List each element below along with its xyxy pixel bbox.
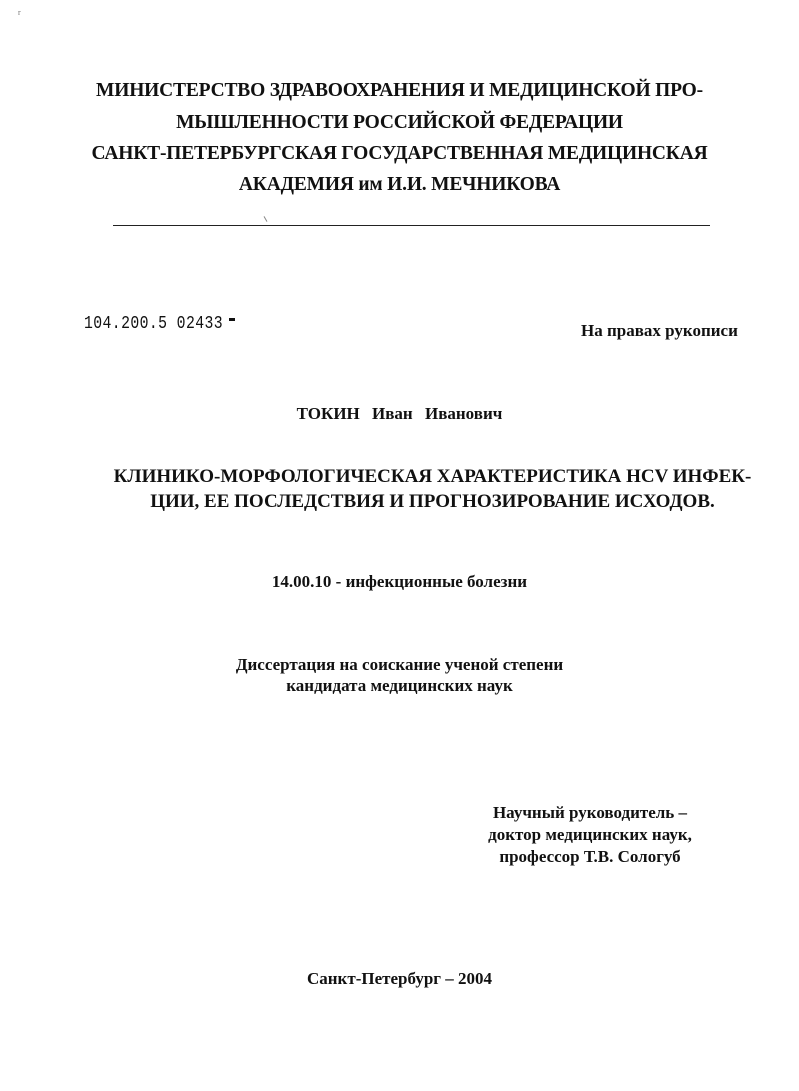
degree-statement-line-2: кандидата медицинских наук <box>286 676 513 695</box>
dissertation-title-line-2: ЦИИ, ЕЕ ПОСЛЕДСТВИЯ И ПРОГНОЗИРОВАНИЕ ИСХОДОВ. <box>150 491 715 512</box>
academy-header-line-2: АКАДЕМИЯ им И.И. МЕЧНИКОВА <box>238 174 561 195</box>
academy-header-line-1: САНКТ-ПЕТЕРБУРГСКАЯ ГОСУДАРСТВЕННАЯ МЕДИЦИНСКАЯ <box>91 143 708 164</box>
advisor-line-2: доктор медицинских наук, <box>488 825 692 844</box>
author-name: ТОКИН Иван Иванович <box>296 404 503 423</box>
degree-statement <box>0 654 799 696</box>
scientific-advisor <box>430 802 750 868</box>
city-year-footer: Санкт-Петербург – 2004 <box>306 969 493 988</box>
manuscript-rights-note: На правах рукописи <box>581 321 738 340</box>
registration-code: 104.200.5 02433 <box>84 314 224 334</box>
ministry-header-line-1: МИНИСТЕРСТВО ЗДРАВООХРАНЕНИЯ И МЕДИЦИНСКОЙ ПРО- <box>96 80 703 101</box>
registration-code-dash <box>229 318 235 321</box>
dissertation-title <box>60 464 799 514</box>
dissertation-title-line-1: КЛИНИКО-МОРФОЛОГИЧЕСКАЯ ХАРАКТЕРИСТИКА HCV ИНФЕК- <box>113 466 752 487</box>
divider-tick-mark <box>264 216 268 222</box>
specialty-code: 14.00.10 - инфекционные болезни <box>271 572 528 591</box>
degree-statement-line-1: Диссертация на соискание ученой степени <box>235 655 564 674</box>
advisor-line-3: профессор Т.В. Сологуб <box>499 847 681 866</box>
corner-mark: r <box>18 8 21 17</box>
advisor-line-1: Научный руководитель – <box>492 803 688 822</box>
header-divider <box>113 225 710 226</box>
ministry-header-line-2: МЫШЛЕННОСТИ РОССИЙСКОЙ ФЕДЕРАЦИИ <box>176 112 623 133</box>
